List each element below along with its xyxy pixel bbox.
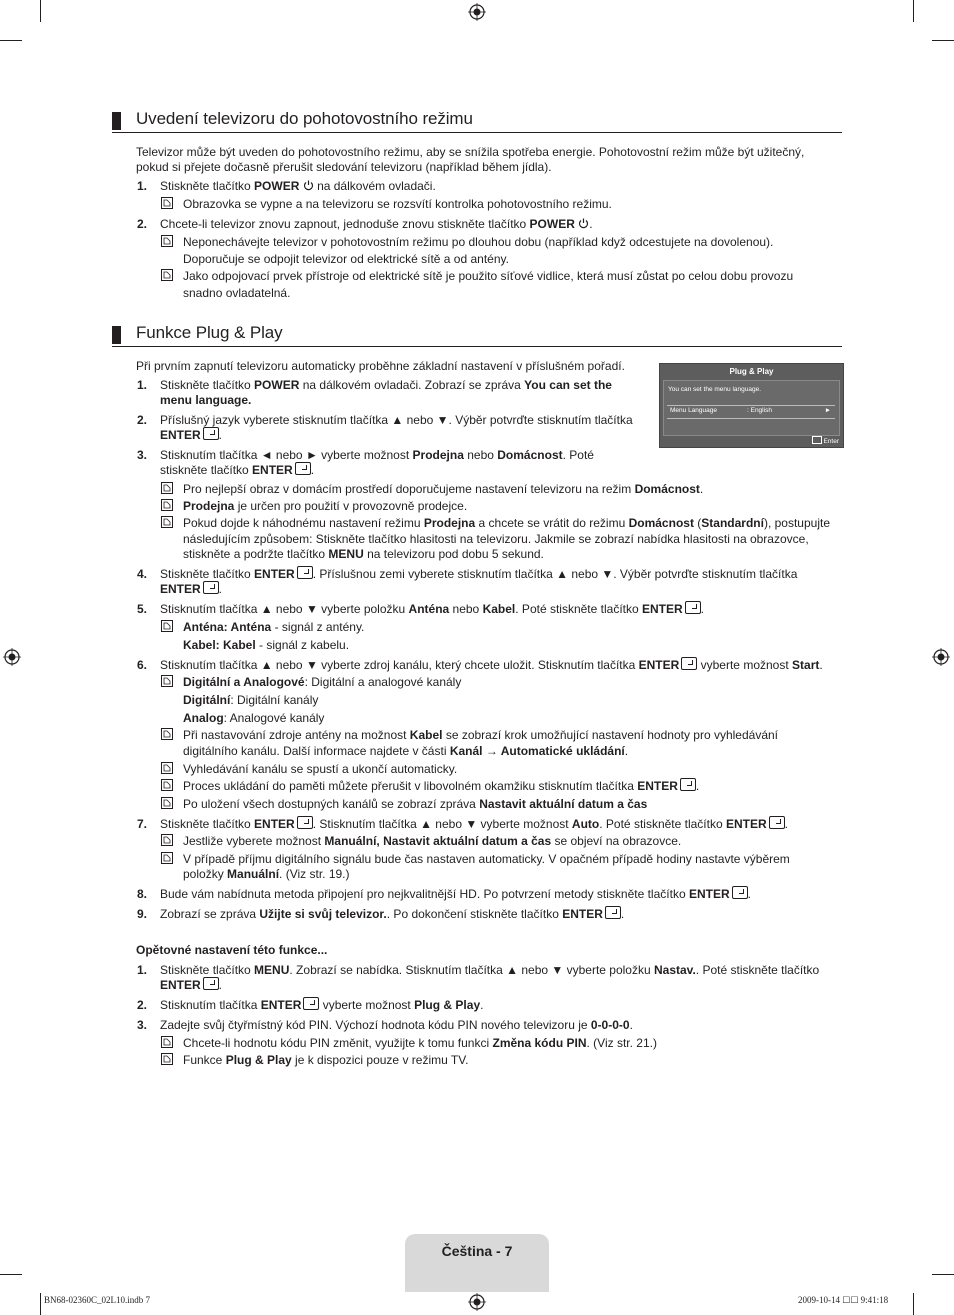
note-icon bbox=[161, 235, 173, 247]
text: . (Viz str. 19.) bbox=[279, 867, 350, 881]
bold-text: Domácnost bbox=[634, 482, 700, 496]
bold-text: Manuální bbox=[227, 867, 280, 881]
paragraph: Při prvním zapnutí televizoru automaticky proběhne základní nastavení v příslušném pořadí. bbox=[136, 359, 625, 373]
text: . Příslušnou zemi vyberete stisknutím tlačítka ▲ nebo ▼. Výběr potvrďte stisknutím tlačítka bbox=[312, 567, 798, 581]
text: . Po dokončení stiskněte tlačítko bbox=[386, 907, 563, 921]
osd-row-label: Menu Language bbox=[670, 407, 717, 414]
step-text: ENTER . bbox=[160, 978, 223, 992]
bold-text: You can set the bbox=[524, 378, 612, 392]
text: Proces ukládání do paměti můžete přerušit v libovolném okamžiku stisknutím tlačítka bbox=[183, 779, 638, 793]
bold-text: Manuální, Nastavit aktuální datum a čas bbox=[324, 834, 552, 848]
note-icon bbox=[161, 269, 173, 281]
text: položky bbox=[183, 867, 228, 881]
bold-text: MENU bbox=[328, 547, 364, 561]
bold-text: Užijte si svůj televizor. bbox=[259, 907, 387, 921]
step-number: 1. bbox=[137, 378, 148, 392]
enter-icon bbox=[203, 977, 219, 990]
note-text bbox=[183, 796, 647, 812]
bold-text: ENTER bbox=[725, 817, 767, 831]
crop-mark bbox=[0, 40, 22, 41]
step-text: Stisknutím tlačítka ENTER vyberte možnost Plug & Play. bbox=[160, 998, 484, 1012]
crop-mark bbox=[932, 40, 954, 41]
text: se zobrazí krok umožňující nastavení hodnoty pro vyhledávání bbox=[442, 728, 779, 742]
bold-text: Standardní bbox=[701, 516, 764, 530]
bold-text: Analog bbox=[183, 711, 224, 725]
osd-enter-hint bbox=[812, 436, 839, 445]
enter-icon bbox=[732, 886, 748, 899]
text: na dálkovém ovladači. bbox=[313, 179, 436, 193]
text: Po uložení všech dostupných kanálů se zobrazí zpráva bbox=[183, 797, 480, 811]
text: digitálního kanálu. Další informace najdete v části bbox=[183, 744, 450, 758]
note-icon bbox=[161, 797, 173, 809]
note-text: Obrazovka se vypne a na televizoru se rozsvítí kontrolka pohotovostního režimu. bbox=[183, 197, 612, 211]
text: na televizoru pod dobu 5 sekund. bbox=[363, 547, 544, 561]
step-number: 6. bbox=[137, 658, 148, 672]
note-text bbox=[183, 674, 461, 690]
page-number-tab bbox=[405, 1234, 549, 1292]
note-text bbox=[183, 833, 681, 849]
text: se objeví na obrazovce. bbox=[551, 834, 682, 848]
heading-bar bbox=[112, 326, 121, 344]
paragraph: pokud si přejete dočasně přerušit sledování televizoru (například během jídla). bbox=[136, 160, 552, 174]
text: Stiskněte tlačítko bbox=[160, 567, 255, 581]
step-number: 7. bbox=[137, 817, 148, 831]
note-icon bbox=[161, 1053, 173, 1065]
enter-icon bbox=[303, 997, 319, 1010]
bold-text: ENTER bbox=[688, 887, 730, 901]
step-text bbox=[160, 447, 594, 463]
bold-text: ENTER bbox=[642, 602, 683, 616]
text: . Poté stiskněte tlačítko bbox=[599, 817, 726, 831]
bold-text: Nastav. bbox=[653, 963, 696, 977]
enter-icon bbox=[605, 906, 621, 919]
note-text bbox=[183, 619, 364, 635]
bold-text: MENU bbox=[254, 963, 290, 977]
bold-text: Digitální a Analogové bbox=[183, 675, 305, 689]
bold-text: Auto bbox=[571, 817, 600, 831]
text: : Digitální kanály bbox=[230, 693, 319, 707]
note-text bbox=[183, 710, 324, 726]
registration-mark-icon bbox=[3, 648, 21, 666]
enter-icon bbox=[297, 816, 313, 829]
note-text: Vyhledávání kanálu se spustí a ukončí automaticky. bbox=[183, 762, 458, 776]
bold-text: ENTER bbox=[254, 817, 295, 831]
power-icon bbox=[303, 180, 314, 191]
text: . bbox=[589, 217, 593, 231]
note-icon bbox=[161, 834, 173, 846]
step-text bbox=[160, 377, 612, 393]
step-text bbox=[160, 216, 593, 232]
bold-text: ENTER bbox=[160, 428, 201, 442]
section-title: Uvedení televizoru do pohotovostního režimu bbox=[136, 109, 473, 128]
step-text: Stisknutím tlačítka ▲ nebo ▼ vyberte položku Anténa nebo Kabel. Poté stiskněte tlačítko ENTER . bbox=[160, 602, 705, 616]
text: Pokud dojde k náhodnému nastavení režimu bbox=[183, 516, 424, 530]
note-icon bbox=[161, 499, 173, 511]
section-heading bbox=[112, 324, 842, 347]
text: - signál z kabelu. bbox=[255, 638, 350, 652]
enter-icon bbox=[812, 436, 822, 444]
text: Zobrazí se zpráva bbox=[160, 907, 260, 921]
text: . Stisknutím tlačítka ▲ nebo ▼ vyberte možnost bbox=[312, 817, 572, 831]
step-text: ENTER . bbox=[160, 582, 223, 596]
note-text bbox=[183, 515, 830, 531]
text: vyberte možnost bbox=[319, 998, 415, 1012]
text: nebo bbox=[463, 448, 498, 462]
note-text: Jako odpojovací prvek přístroje od elektrické sítě je použito síťové vidlice, která musí zůstat po celou dobu provozu bbox=[183, 269, 794, 283]
bold-text: ENTER bbox=[160, 978, 201, 992]
step-text: Stiskněte tlačítko ENTER . Stisknutím tlačítka ▲ nebo ▼ vyberte možnost Auto. Poté stiskněte tlačítko ENTER . bbox=[160, 817, 788, 831]
bold-text: Kabel: Kabel bbox=[183, 638, 256, 652]
text: Stiskněte tlačítko bbox=[160, 817, 255, 831]
bold-text: ENTER bbox=[252, 463, 293, 477]
text: Stisknutím tlačítka ▲ nebo ▼ vyberte položku bbox=[160, 602, 409, 616]
text: . Poté bbox=[562, 448, 594, 462]
text: - signál z antény. bbox=[271, 620, 365, 634]
osd-title: Plug & Play bbox=[729, 367, 774, 376]
step-number: 4. bbox=[137, 567, 148, 581]
note-text bbox=[183, 1052, 468, 1068]
note-text: digitálního kanálu. Další informace najdete v části Kanál → Automatické ukládání. bbox=[183, 744, 629, 758]
text: Stisknutím tlačítka ▲ nebo ▼ vyberte zdroj kanálu, který chcete uložit. Stisknutím tlačítka bbox=[160, 658, 639, 672]
text: Stisknutím tlačítka bbox=[160, 998, 261, 1012]
note-icon bbox=[161, 779, 173, 791]
text: Pro nejlepší obraz v domácím prostředí doporučujeme nastavení televizoru na režim bbox=[183, 482, 635, 496]
note-text bbox=[183, 1035, 657, 1051]
step-number: 2. bbox=[137, 413, 148, 427]
step-number: 3. bbox=[137, 448, 148, 462]
note-text: V případě příjmu digitálního signálu bude čas nastaven automaticky. V opačném případě hodiny nastavte výběrem bbox=[183, 852, 790, 866]
step-text: stiskněte tlačítko ENTER . bbox=[160, 463, 315, 477]
step-number: 1. bbox=[137, 179, 148, 193]
bold-text: Anténa: Anténa bbox=[183, 620, 272, 634]
enter-icon bbox=[297, 566, 313, 579]
text: . Poté stiskněte tlačítko bbox=[695, 963, 820, 977]
osd-row-value: : English bbox=[747, 407, 772, 414]
crop-mark bbox=[0, 1274, 22, 1275]
note-text bbox=[183, 498, 467, 514]
page-number-label: Čeština - 7 bbox=[441, 1243, 513, 1259]
bold-text: 0-0-0-0 bbox=[590, 1018, 630, 1032]
osd-row-arrow-icon: ► bbox=[824, 407, 831, 414]
note-icon bbox=[161, 675, 173, 687]
bold-text: POWER bbox=[254, 378, 300, 392]
note-text: Proces ukládání do paměti můžete přerušit v libovolném okamžiku stisknutím tlačítka ENTER . bbox=[183, 779, 700, 793]
section-heading bbox=[112, 110, 842, 133]
bold-text: Změna kódu PIN bbox=[492, 1036, 587, 1050]
text: Funkce bbox=[183, 1053, 226, 1067]
bold-text: ENTER bbox=[254, 567, 295, 581]
text: : Analogové kanály bbox=[223, 711, 325, 725]
note-text bbox=[183, 727, 778, 743]
step-text: Příslušný jazyk vyberete stisknutím tlačítka ▲ nebo ▼. Výběr potvrďte stisknutím tlačítka bbox=[160, 413, 633, 427]
enter-icon bbox=[203, 581, 219, 594]
note-icon bbox=[161, 1036, 173, 1048]
registration-mark-icon bbox=[468, 1293, 486, 1311]
osd-enter-label: Enter bbox=[823, 438, 839, 445]
step-number: 9. bbox=[137, 907, 148, 921]
bold-text: Digitální bbox=[183, 693, 231, 707]
osd-panel bbox=[663, 380, 840, 436]
text: Stisknutím tlačítka ◄ nebo ► vyberte možnost bbox=[160, 448, 413, 462]
enter-icon bbox=[685, 601, 701, 614]
note-icon bbox=[161, 762, 173, 774]
step-text: Zobrazí se zpráva Užijte si svůj televizor.. Po dokončení stiskněte tlačítko ENTER . bbox=[160, 907, 625, 921]
step-number: 5. bbox=[137, 602, 148, 616]
bold-text: ENTER bbox=[160, 582, 201, 596]
text: stiskněte tlačítko bbox=[160, 463, 253, 477]
text: . (Viz str. 21.) bbox=[586, 1036, 657, 1050]
step-text: ENTER . bbox=[160, 428, 223, 442]
text: ( bbox=[693, 516, 702, 530]
bold-text: Kanál → Automatické ukládání bbox=[449, 744, 625, 758]
note-text: Doporučuje se odpojit televizor od elektrické sítě a od antény. bbox=[183, 252, 509, 266]
text: . Poté stiskněte tlačítko bbox=[515, 602, 642, 616]
bold-text: Prodejna bbox=[423, 516, 476, 530]
step-text bbox=[160, 178, 436, 194]
note-text: následujícím způsobem: Stiskněte tlačítko hlasitosti na televizoru. Jakmile se zobrazí nabídka hlasitosti na obrazovce, bbox=[183, 532, 809, 546]
note-text bbox=[183, 546, 544, 562]
text: Bude vám nabídnuta metoda připojení pro nejkvalitnější HD. Po potvrzení metody stiskněte tlačítko bbox=[160, 887, 689, 901]
note-icon bbox=[161, 482, 173, 494]
note-text bbox=[183, 637, 349, 653]
bold-text: Plug & Play bbox=[414, 998, 481, 1012]
step-number: 2. bbox=[137, 217, 148, 231]
bold-text: ENTER bbox=[638, 658, 680, 672]
note-icon bbox=[161, 516, 173, 528]
bold-text: Prodejna bbox=[412, 448, 464, 462]
text: Zadejte svůj čtyřmístný kód PIN. Výchozí hodnota kódu PIN nového televizoru je bbox=[160, 1018, 591, 1032]
note-text: snadno ovladatelná. bbox=[183, 286, 291, 300]
note-icon bbox=[161, 620, 173, 632]
crop-mark bbox=[40, 1293, 41, 1315]
note-text bbox=[183, 866, 350, 882]
text: stiskněte a podržte tlačítko bbox=[183, 547, 329, 561]
step-text bbox=[160, 962, 819, 978]
subheading bbox=[136, 942, 327, 958]
crop-mark bbox=[40, 0, 41, 22]
text: Stiskněte tlačítko bbox=[160, 963, 255, 977]
section-title: Funkce Plug & Play bbox=[136, 323, 283, 342]
step-text: Stisknutím tlačítka ▲ nebo ▼ vyberte zdroj kanálu, který chcete uložit. Stisknutím tlačítka ENTER vyberte možnost Start. bbox=[160, 658, 823, 672]
text: Stiskněte tlačítko bbox=[160, 179, 255, 193]
note-icon bbox=[161, 197, 173, 209]
paragraph: Televizor může být uveden do pohotovostního režimu, aby se snížila spotřeba energie. Pohotovostní režim může být užitečný, bbox=[136, 145, 805, 159]
step-number: 8. bbox=[137, 887, 148, 901]
enter-icon bbox=[681, 657, 697, 670]
text: na dálkovém ovladači. Zobrazí se zpráva bbox=[299, 378, 525, 392]
text: je určen pro použití v provozovně prodejce. bbox=[234, 499, 468, 513]
step-number: 3. bbox=[137, 1018, 148, 1032]
step-text bbox=[160, 392, 251, 408]
bold-text: Start bbox=[792, 658, 820, 672]
bold-text: ENTER bbox=[260, 998, 302, 1012]
enter-icon bbox=[680, 778, 696, 791]
note-icon bbox=[161, 728, 173, 740]
enter-icon bbox=[769, 816, 785, 829]
crop-mark bbox=[913, 0, 914, 22]
bold-text: Kabel bbox=[482, 602, 516, 616]
text: nebo bbox=[449, 602, 483, 616]
bold-text: Prodejna bbox=[183, 499, 235, 513]
bold-text: Domácnost bbox=[628, 516, 694, 530]
step-number: 1. bbox=[137, 963, 148, 977]
osd-menu-language-row bbox=[667, 405, 835, 419]
heading-bar bbox=[112, 112, 121, 130]
note-text bbox=[183, 692, 318, 708]
power-label: POWER bbox=[529, 217, 575, 231]
crop-mark bbox=[932, 1274, 954, 1275]
note-icon bbox=[161, 852, 173, 864]
footer-timestamp: 2009-10-14 ☐☐ 9:41:18 bbox=[798, 1295, 889, 1305]
text: Při nastavování zdroje antény na možnost bbox=[183, 728, 410, 742]
registration-mark-icon bbox=[468, 3, 486, 21]
note-text: Pro nejlepší obraz v domácím prostředí doporučujeme nastavení televizoru na režim Domácnost. bbox=[183, 482, 704, 496]
power-icon bbox=[578, 218, 589, 229]
step-text bbox=[160, 566, 797, 582]
bold-text: Domácnost bbox=[497, 448, 563, 462]
text: Chcete-li hodnotu kódu PIN změnit, využijte k tomu funkci bbox=[183, 1036, 493, 1050]
step-number: 2. bbox=[137, 998, 148, 1012]
crop-mark bbox=[913, 1293, 914, 1315]
text: . Zobrazí se nabídka. Stisknutím tlačítka ▲ nebo ▼ vyberte položku bbox=[289, 963, 654, 977]
text: je k dispozici pouze v režimu TV. bbox=[291, 1053, 469, 1067]
bold-text: Plug & Play bbox=[225, 1053, 292, 1067]
step-text: Zadejte svůj čtyřmístný kód PIN. Výchozí hodnota kódu PIN nového televizoru je 0-0-0-0. bbox=[160, 1018, 633, 1032]
enter-icon bbox=[203, 427, 219, 440]
bold-text: Kabel bbox=[409, 728, 443, 742]
bold-text: ENTER bbox=[562, 907, 603, 921]
bold-text: Nastavit aktuální datum a čas bbox=[479, 797, 648, 811]
text: Jestliže vyberete možnost bbox=[183, 834, 325, 848]
text: Stiskněte tlačítko bbox=[160, 378, 255, 392]
bold-text: Anténa bbox=[408, 602, 450, 616]
step-text: Bude vám nabídnuta metoda připojení pro nejkvalitnější HD. Po potvrzení metody stiskněte tlačítko ENTER . bbox=[160, 887, 751, 901]
bold-text: ENTER bbox=[637, 779, 678, 793]
note-text: Neponechávejte televizor v pohotovostním režimu po dlouhou dobu (například když odcestujete na dovolenou). bbox=[183, 235, 774, 249]
enter-icon bbox=[295, 462, 311, 475]
text: vyberte možnost bbox=[697, 658, 793, 672]
osd-message: You can set the menu language. bbox=[668, 386, 761, 393]
text: ), postupujte bbox=[763, 516, 830, 530]
bold-text: Opětovné nastavení této funkce... bbox=[136, 943, 328, 957]
registration-mark-icon bbox=[932, 648, 950, 666]
power-label: POWER bbox=[254, 179, 300, 193]
text: Chcete-li televizor znovu zapnout, jednoduše znovu stiskněte tlačítko bbox=[160, 217, 530, 231]
text: a chcete se vrátit do režimu bbox=[475, 516, 629, 530]
plug-and-play-osd bbox=[659, 363, 844, 448]
bold-text: menu language. bbox=[160, 393, 252, 407]
text: : Digitální a analogové kanály bbox=[304, 675, 462, 689]
footer-file-info: BN68-02360C_02L10.indb 7 bbox=[44, 1295, 151, 1305]
